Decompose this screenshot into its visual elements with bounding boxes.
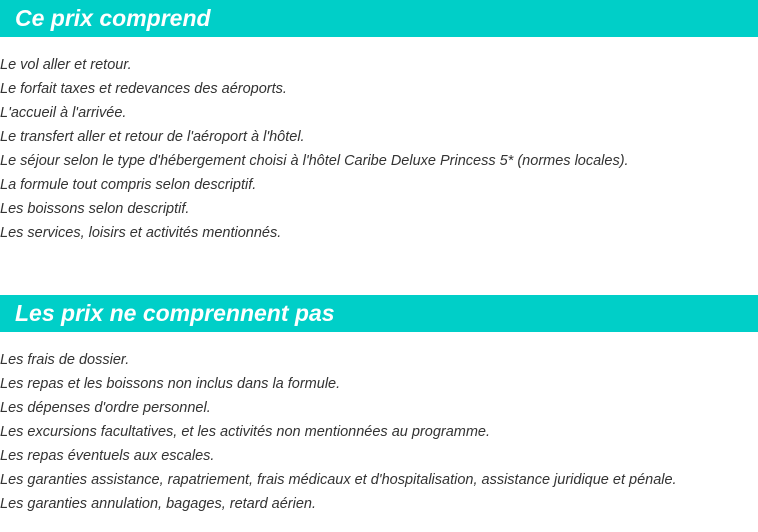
list-item: Les repas et les boissons non inclus dans la formule. (0, 376, 341, 392)
included-items-list (0, 53, 629, 245)
list-item: Le vol aller et retour. (0, 57, 132, 73)
list-item: La formule tout compris selon descriptif. (0, 177, 257, 193)
list-item: Les frais de dossier. (0, 352, 130, 368)
list-item: Les repas éventuels aux escales. (0, 448, 215, 464)
section-header-not-included: Les prix ne comprennent pas (0, 295, 758, 332)
list-item: Le séjour selon le type d'hébergement choisi à l'hôtel Caribe Deluxe Princess 5* (normes locales). (0, 153, 629, 169)
not-included-items-list (0, 348, 677, 516)
list-item: Les excursions facultatives, et les activités non mentionnées au programme. (0, 424, 491, 440)
section-header-included: Ce prix comprend (0, 0, 758, 37)
list-item: Les dépenses d'ordre personnel. (0, 400, 211, 416)
list-item: Le transfert aller et retour de l'aéroport à l'hôtel. (0, 129, 305, 145)
list-item: Les garanties assistance, rapatriement, frais médicaux et d'hospitalisation, assistance juridique et pénale. (0, 472, 677, 488)
list-item: Les services, loisirs et activités mentionnés. (0, 225, 282, 241)
list-item: Les boissons selon descriptif. (0, 201, 190, 217)
list-item: Les garanties annulation, bagages, retard aérien. (0, 496, 316, 512)
list-item: L'accueil à l'arrivée. (0, 105, 127, 121)
list-item: Le forfait taxes et redevances des aéroports. (0, 81, 287, 97)
